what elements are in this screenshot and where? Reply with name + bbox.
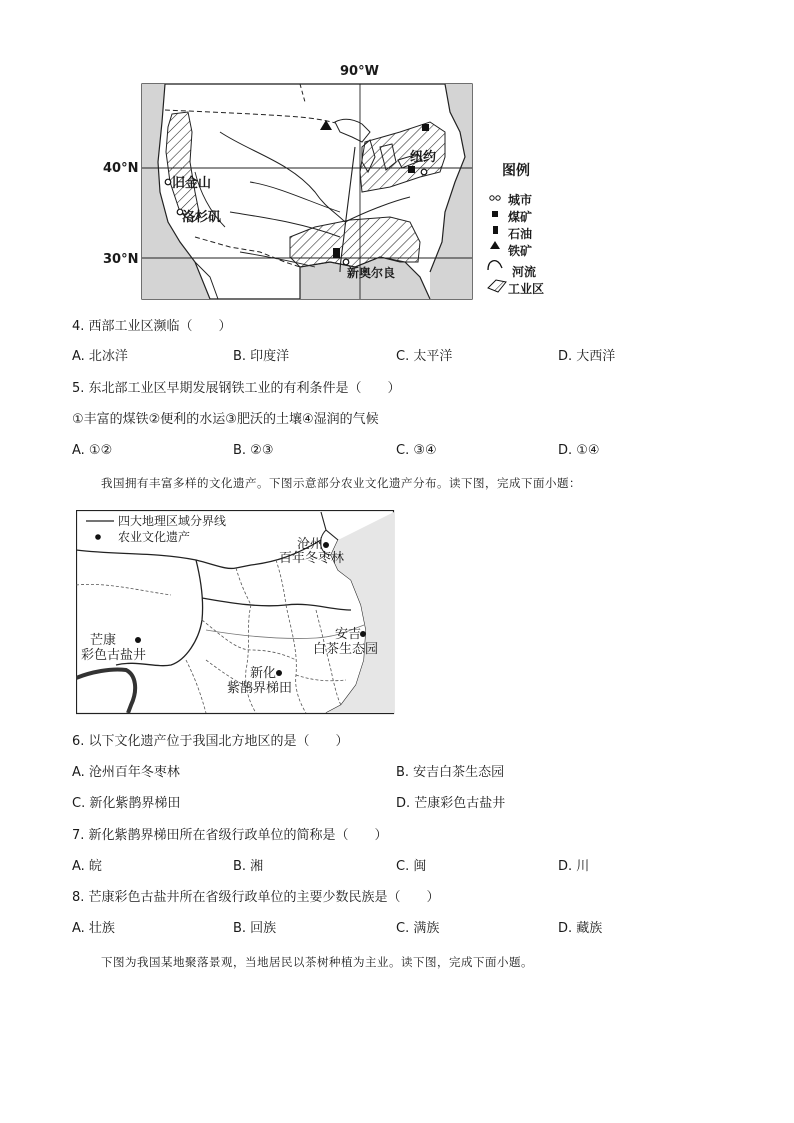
q5-option-c[interactable]: C. ③④ [396, 443, 437, 458]
q8-option-a[interactable]: A. 壮族 [72, 921, 115, 936]
city-sf: 旧金山 [172, 176, 212, 191]
city-la: 洛杉矶 [182, 210, 222, 225]
oil-marker [333, 248, 340, 258]
intro-tea-settlement: 下图为我国某地聚落景观，当地居民以茶树种植为主业。读下图，完成下面小题。 [101, 955, 533, 969]
q6-option-a[interactable]: A. 沧州百年冬枣林 [72, 765, 180, 780]
xinhua-marker [276, 670, 282, 676]
q7-option-c[interactable]: C. 闽 [396, 859, 427, 874]
question-7-stem: 7. 新化紫鹊界梯田所在省级行政单位的简称是（ ） [72, 828, 388, 843]
city-no: 新奥尔良 [347, 266, 396, 280]
legend-title: 图例 [502, 163, 530, 179]
legend-iron: 铁矿 [508, 244, 533, 258]
question-5-conditions: ①丰富的煤铁②便利的水运③肥沃的土壤④湿润的气候 [72, 412, 379, 427]
mangkang-city: 芒康 [90, 633, 117, 648]
legend-boundary: 四大地理区域分界线 [118, 514, 227, 528]
intro-heritage: 我国拥有丰富多样的文化遗产。下图示意部分农业文化遗产分布。读下图，完成下面小题： [101, 476, 581, 490]
q5-option-a[interactable]: A. ①② [72, 443, 113, 458]
xinhua-city: 新化 [250, 666, 277, 681]
q7-option-b[interactable]: B. 湘 [233, 859, 264, 874]
legend-industrial: 工业区 [508, 282, 545, 296]
mangkang-heritage: 彩色古盐井 [81, 648, 147, 663]
legend-coal: 煤矿 [508, 210, 533, 224]
q4-option-a[interactable]: A. 北冰洋 [72, 349, 128, 364]
question-5-stem: 5. 东北部工业区早期发展钢铁工业的有利条件是（ ） [72, 381, 401, 396]
map1-legend [486, 160, 566, 300]
coal-mine-marker-2 [408, 166, 415, 173]
q8-option-d[interactable]: D. 藏族 [558, 921, 603, 936]
q5-option-d[interactable]: D. ①④ [558, 443, 600, 458]
latitude-30-label: 30°N [103, 252, 139, 267]
anji-city: 安吉 [335, 627, 362, 642]
legend-river: 河流 [512, 265, 537, 279]
q6-option-b[interactable]: B. 安吉白茶生态园 [396, 765, 505, 780]
anji-heritage: 白茶生态园 [313, 642, 379, 657]
longitude-label: 90°W [340, 64, 379, 79]
cangzhou-marker [323, 542, 329, 548]
q6-option-d[interactable]: D. 芒康彩色古盐井 [396, 796, 506, 811]
legend-oil: 石油 [508, 227, 533, 241]
q8-option-b[interactable]: B. 回族 [233, 921, 277, 936]
question-4-stem: 4. 西部工业区濒临（ ） [72, 319, 232, 334]
legend-symbols [486, 190, 510, 300]
q7-option-a[interactable]: A. 皖 [72, 859, 102, 874]
q5-option-b[interactable]: B. ②③ [233, 443, 274, 458]
q4-option-d[interactable]: D. 大西洋 [558, 349, 616, 364]
q6-option-c[interactable]: C. 新化紫鹊界梯田 [72, 796, 181, 811]
q4-option-c[interactable]: C. 太平洋 [396, 349, 453, 364]
xinhua-heritage: 紫鹊界梯田 [227, 681, 293, 696]
cangzhou-city: 沧州 [297, 537, 324, 552]
mangkang-marker [135, 637, 141, 643]
q4-option-b[interactable]: B. 印度洋 [233, 349, 290, 364]
question-6-stem: 6. 以下文化遗产位于我国北方地区的是（ ） [72, 734, 349, 749]
q7-option-d[interactable]: D. 川 [558, 859, 590, 874]
latitude-40-label: 40°N [103, 161, 139, 176]
city-ny: 纽约 [410, 150, 437, 165]
legend-heritage: 农业文化遗产 [118, 530, 191, 544]
question-8-stem: 8. 芒康彩色古盐井所在省级行政单位的主要少数民族是（ ） [72, 890, 440, 905]
coal-mine-marker-1 [422, 124, 429, 131]
q8-option-c[interactable]: C. 满族 [396, 921, 440, 936]
legend-city: 城市 [508, 193, 533, 207]
cangzhou-heritage: 百年冬枣林 [279, 551, 345, 566]
